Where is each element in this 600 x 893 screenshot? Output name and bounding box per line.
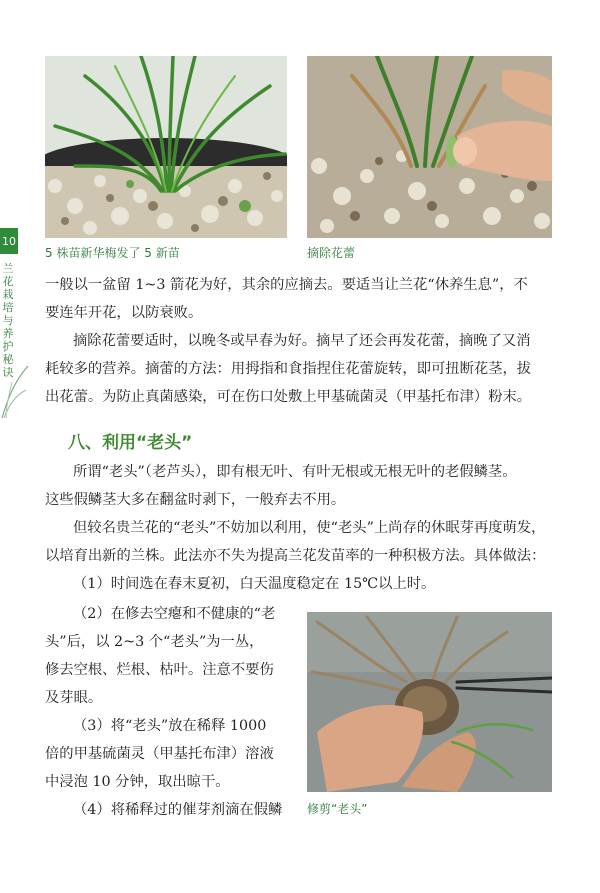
step-2: （2）在修去空瘪和不健康的“老 头”后，以 2~3 个“老头”为一丛， 修去空根、烂根、枯叶。注意不要伤 及芽眼。 (45, 606, 276, 706)
step-4: （4）将稀释过的催芽剂滴在假鳞 (73, 802, 283, 818)
paragraph: 摘除花蕾要适时，以晚冬或早春为好。摘早了还会再发花蕾，摘晚了又消 耗较多的营养。摘蕾的方法：用拇指和食指捏住花蕾旋转，即可扭断花茎，拔 出花蕾。为防止真菌感染，可在伤口处敷上甲基硫菌灵（甲基托布津）粉末。 (45, 333, 532, 405)
section-heading: 八、利用“老头” (68, 433, 193, 453)
step-1: （1）时间选在春末夏初，白天温度稳定在 15℃以上时。 (73, 576, 436, 592)
orchid-leaf-icon (0, 360, 30, 420)
caption-photo-trimming-old-bulbs: 修剪“老头” (307, 802, 368, 816)
caption-photo-new-shoots: 5 株苗新华梅发了 5 新苗 (45, 246, 180, 260)
photo-trimming-old-bulbs (307, 612, 552, 792)
paragraph: 但较名贵兰花的“老头”不妨加以利用，使“老头”上尚存的休眠芽再度萌发， 以培育出新的兰株。此法亦不失为提高兰花发苗率的一种积极方法。具体做法： (45, 520, 546, 564)
photo-removing-buds (307, 56, 552, 238)
step-3: （3）将“老头”放在稀释 1000 倍的甲基硫菌灵（甲基托布津）溶液 中浸泡 10 分钟，取出晾干。 (45, 718, 274, 790)
paragraph: 所谓“老头”（老芦头），即有根无叶、有叶无根或无根无叶的老假鳞茎。 这些假鳞茎大多在翻盆时剥下，一般弃去不用。 (45, 464, 517, 508)
paragraph: 一般以一盆留 1~3 箭花为好，其余的应摘去。要适当让兰花“休养生息”，不 要连年开花，以防衰败。 (45, 277, 528, 321)
caption-photo-removing-buds: 摘除花蕾 (307, 246, 356, 260)
page-number: 10 (2, 234, 16, 248)
photo-new-shoots (45, 56, 287, 238)
page-number-tab (0, 228, 18, 254)
side-book-title: 兰花栽培与养护秘诀 (2, 262, 14, 379)
